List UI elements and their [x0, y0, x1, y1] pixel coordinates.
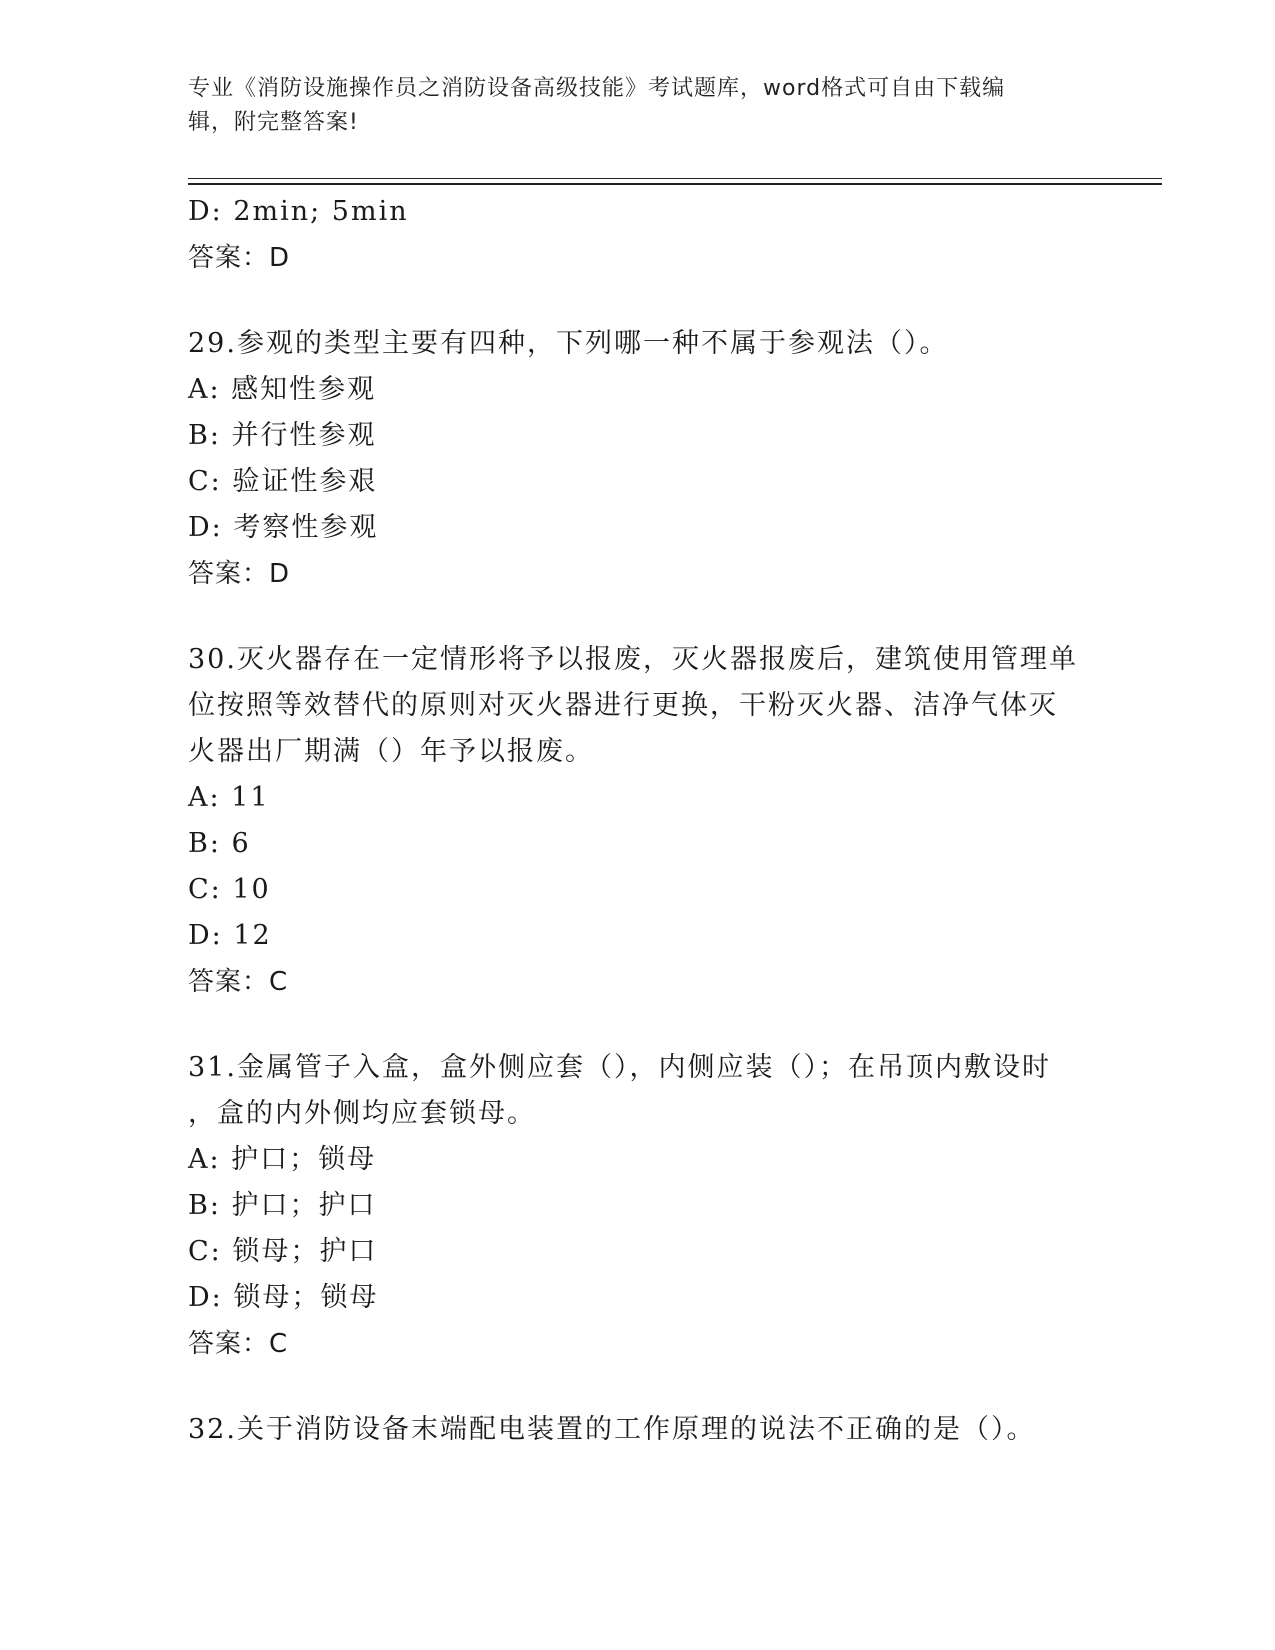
option-c: C: 验证性参艰 [188, 466, 378, 497]
option-d: D: 锁母；锁母 [188, 1282, 379, 1313]
answer-line: 答案：C [188, 1329, 289, 1359]
answer-line: 答案：D [188, 559, 291, 589]
question-30 [188, 637, 1088, 1005]
stem-line: 29.参观的类型主要有四种，下列哪一种不属于参观法（）。 [188, 328, 949, 359]
answer-line: 答案：D [188, 243, 291, 273]
header-rule-thick [188, 183, 1162, 185]
header-line-2: 辑，附完整答案! [188, 110, 359, 135]
question-stem [188, 1045, 1088, 1137]
stem-line: ，盒的内外侧均应套锁母。 [188, 1098, 536, 1129]
spacer [188, 281, 1088, 321]
option-a: A: 感知性参观 [188, 374, 377, 405]
stem-line: 32.关于消防设备末端配电装置的工作原理的说法不正确的是（）。 [188, 1414, 1036, 1445]
spacer [188, 597, 1088, 637]
question-stem [188, 637, 1088, 775]
question-32 [188, 1407, 1088, 1453]
option-b: B: 6 [188, 828, 251, 859]
spacer [188, 1005, 1088, 1045]
option-c: C: 锁母；护口 [188, 1236, 378, 1267]
header-rule-thin [188, 178, 1162, 179]
page-header [188, 72, 1078, 140]
spacer [188, 1367, 1088, 1407]
stem-line: 位按照等效替代的原则对灭火器进行更换，干粉灭火器、洁净气体灭 [188, 690, 1058, 721]
option-a: A: 护口；锁母 [188, 1144, 377, 1175]
option-d: D: 2min; 5min [188, 196, 409, 227]
option-d: D: 12 [188, 920, 272, 951]
option-b: B: 护口；护口 [188, 1190, 377, 1221]
stem-line: 火器出厂期满（）年予以报废。 [188, 736, 594, 767]
header-line-1: 专业《消防设施操作员之消防设备高级技能》考试题库，word格式可自由下载编 [188, 76, 1006, 101]
option-b: B: 并行性参观 [188, 420, 377, 451]
stem-line: 30.灭火器存在一定情形将予以报废，灭火器报废后，建筑使用管理单 [188, 644, 1078, 675]
question-stem [188, 1407, 1088, 1453]
question-list [188, 189, 1088, 1453]
option-c: C: 10 [188, 874, 271, 905]
option-d: D: 考察性参观 [188, 512, 379, 543]
option-a: A: 11 [188, 782, 270, 813]
question-stem [188, 321, 1088, 367]
stem-line: 31.金属管子入盒，盒外侧应套（），内侧应装（）；在吊顶内敷设时 [188, 1052, 1051, 1083]
question-29 [188, 321, 1088, 597]
answer-line: 答案：C [188, 967, 289, 997]
question-31 [188, 1045, 1088, 1367]
